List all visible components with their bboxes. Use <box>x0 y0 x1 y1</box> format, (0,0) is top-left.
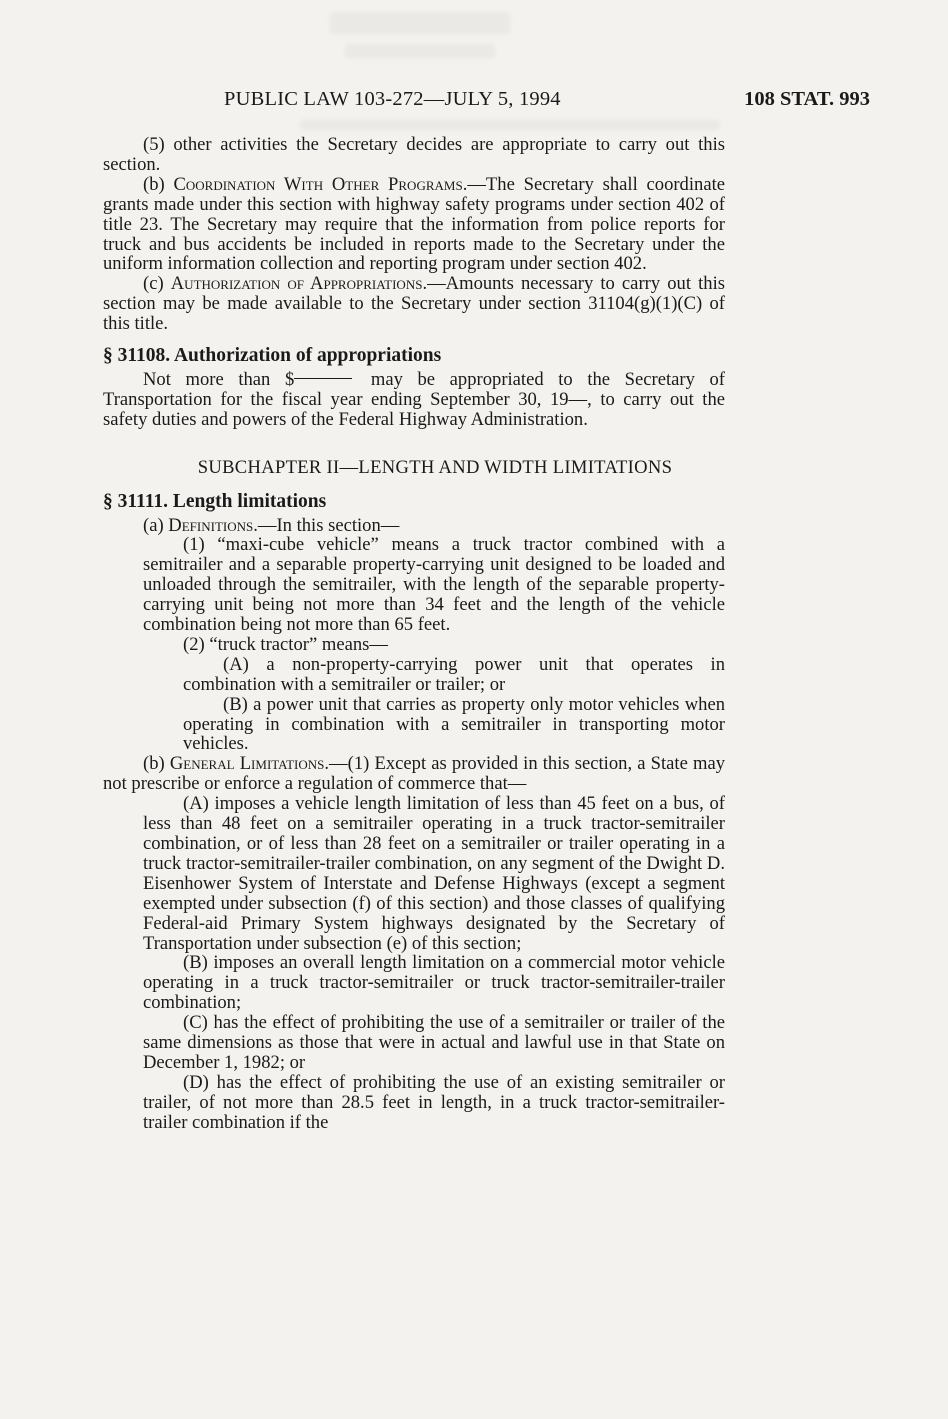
section-31108-pre: Not more than $ <box>143 368 295 390</box>
page-header <box>0 88 948 118</box>
subsection-c-text: .—Amounts necessary to carry out this section may be made available to the Secretary under section 31104(g)(1)(C) of this title. <box>103 273 725 335</box>
subchapter-heading: SUBCHAPTER II—LENGTH AND WIDTH LIMITATIONS <box>197 456 673 478</box>
subsection-b-heading: Coordination With Other Programs <box>173 173 463 195</box>
subsection-b-text: .—The Secretary shall coordinate grants made under this section with highway safety programs under section 402 of title 23. The Secretary may require that the information from police reports for truck and bus accidents be included in reports made to the Secretary under the uniform information collection and reporting program under section 402. <box>103 173 725 275</box>
subsection-a-heading: Definitions <box>168 514 254 536</box>
paragraph-5-content: (5) other activities the Secretary decides are appropriate to carry out this section. <box>103 134 725 175</box>
limitation-C: (C) has the effect of prohibiting the use of a semitrailer or trailer of the same dimensions as those that were in actual and lawful use in that State on December 1, 1982; or <box>143 1012 725 1073</box>
definition-2-truck-tractor: (2) “truck tractor” means— <box>183 633 388 655</box>
section-31108-text <box>103 370 725 430</box>
subsection-a-definitions <box>103 516 725 536</box>
bleed-through-smudge <box>330 12 510 34</box>
subsection-b-coordination <box>103 175 725 275</box>
subsection-gb-label: (b) <box>143 753 170 775</box>
subsection-c-heading: Authorization of Appropriations <box>170 273 423 295</box>
blank-amount-line <box>294 378 352 379</box>
limitation-D: (D) has the effect of prohibiting the use of an existing semitrailer or trailer, of not more than 28.5 feet in length, in a truck tractor-semitrailer-trailer combination if the <box>143 1071 725 1133</box>
subsection-gb-text: .—(1) Except as provided in this section, a State may not prescribe or enforce a regulation of commerce that— <box>103 753 725 795</box>
definition-2A: (A) a non-property-carrying power unit that operates in combination with a semitrailer or trailer; or <box>183 653 725 695</box>
subsection-c-label: (c) <box>143 273 171 295</box>
subsection-c-authorization <box>103 274 725 334</box>
section-31108-heading: § 31108. Authorization of appropriations <box>103 345 442 367</box>
subsection-a-label: (a) <box>143 514 169 536</box>
definition-1-maxi-cube: (1) “maxi-cube vehicle” means a truck tractor combined with a semitrailer and a separable property-carrying unit designed to be loaded and unloaded through the semitrailer, with the length of the separable property-carrying unit being not more than 34 feet and the length of the vehicle combination being not more than 65 feet. <box>143 534 725 636</box>
limitation-A: (A) imposes a vehicle length limitation of less than 45 feet on a bus, of less than 48 feet on a semitrailer operating in a truck tractor-semitrailer combination, or of less than 28 feet on a semitrailer or trailer operating in a truck tractor-semitrailer-trailer combination, on any segment of the Dwight D. Eisenhower System of Interstate and Defense Highways (except a segment exempted under subsection (f) of this section) and those classes of qualifying Federal-aid Primary System highways designated by the Secretary of Transportation under subsection (e) of this section; <box>143 793 725 954</box>
header-stat-page: 108 STAT. 993 <box>744 88 870 110</box>
bleed-through-smudge <box>300 120 720 130</box>
subsection-b-label: (b) <box>143 173 174 195</box>
subsection-b-general-limitations <box>103 754 725 794</box>
definition-2B: (B) a power unit that carries as property only motor vehicles when operating in combination with a semitrailer in transporting motor vehicles. <box>183 693 725 755</box>
section-31111-heading: § 31111. Length limitations <box>103 490 327 512</box>
bleed-through-smudge <box>345 44 495 58</box>
limitation-B: (B) imposes an overall length limitation on a commercial motor vehicle operating in a truck tractor-semitrailer or truck tractor-semitrailer-trailer combination; <box>143 952 725 1014</box>
paragraph-5-text <box>103 135 725 175</box>
subsection-gb-heading: General Limitations <box>169 753 325 775</box>
subsection-a-text: .—In this section— <box>253 514 400 536</box>
header-title: PUBLIC LAW 103-272—JULY 5, 1994 <box>224 88 561 110</box>
section-31108-post: may be appropriated to the Secretary of Transportation for the fiscal year ending September 30, 19—, to carry out the safety duties and powers of the Federal Highway Administration. <box>103 368 725 430</box>
document-body <box>103 135 725 1133</box>
